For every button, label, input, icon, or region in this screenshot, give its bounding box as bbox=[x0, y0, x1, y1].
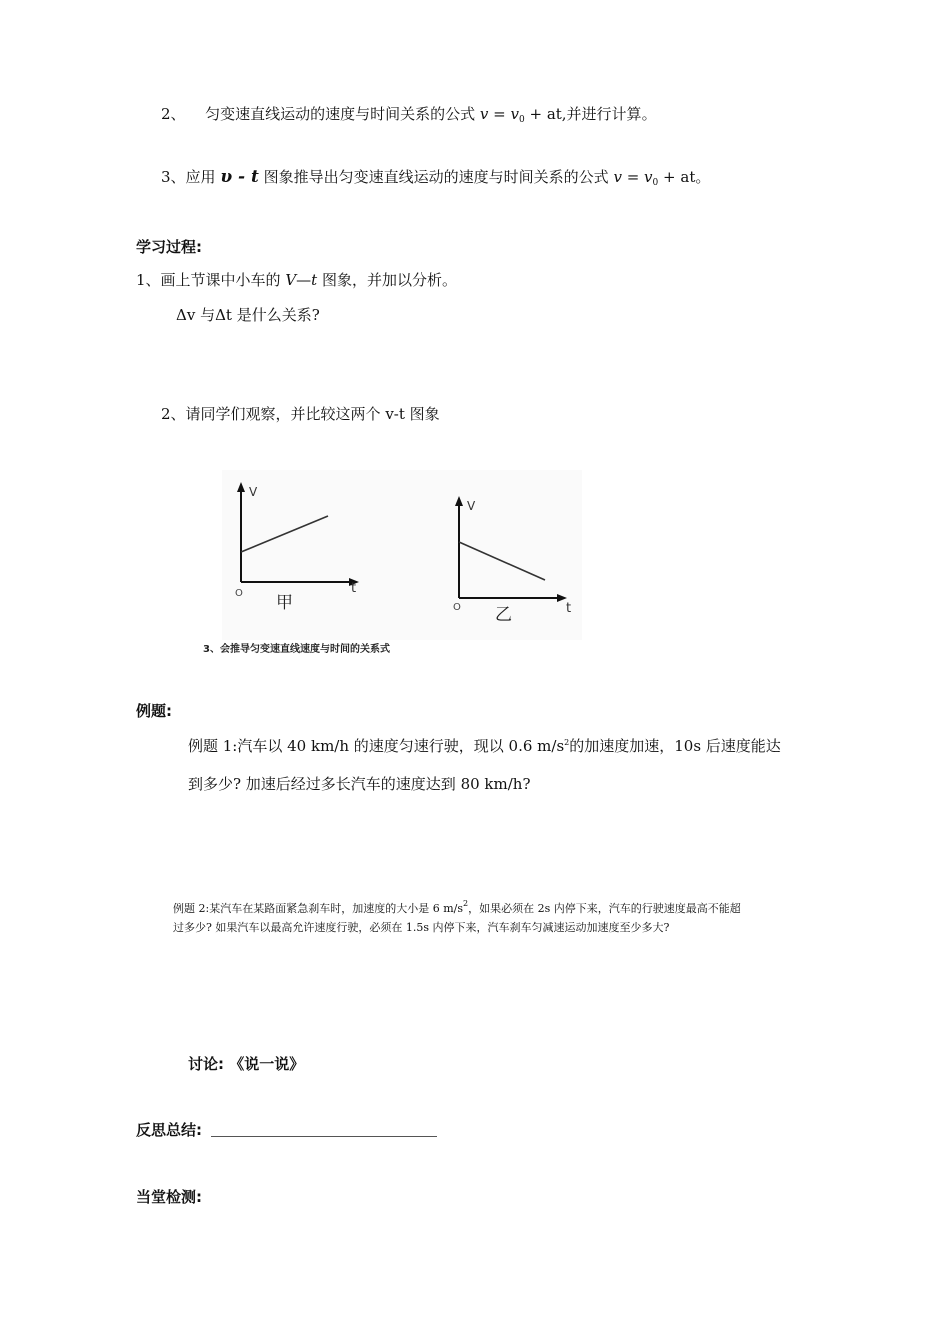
label-jia: 甲 bbox=[276, 593, 293, 613]
reflection-row bbox=[136, 1119, 437, 1140]
example-1-text-b: 的加速度加速，10s 后速度能达 bbox=[569, 737, 781, 755]
line-decreasing bbox=[459, 542, 545, 580]
example-2-line-2: 过多少? 如果汽车以最高允许速度行驶，必须在 1.5s 内停下来，汽车刹车匀减速运动加速度至少多大? bbox=[173, 921, 670, 934]
formula-eq: = bbox=[488, 105, 511, 123]
axis-t-label: t bbox=[566, 601, 572, 616]
axis-v-label: V bbox=[249, 485, 258, 499]
process-item-1-rest: 图象，并加以分析。 bbox=[317, 271, 457, 289]
formula-v0-sub: 0 bbox=[652, 178, 659, 188]
graph-yi bbox=[453, 496, 571, 625]
objective-2 bbox=[161, 103, 657, 125]
line-increasing bbox=[241, 516, 328, 552]
origin-label: O bbox=[453, 602, 461, 613]
formula-rest: + at。 bbox=[658, 168, 711, 186]
process-item-1-t: t bbox=[311, 271, 318, 289]
example-2-line-1 bbox=[173, 899, 741, 916]
process-item-1-V: V bbox=[285, 271, 297, 289]
example-1-line-1 bbox=[188, 735, 781, 756]
graph-jia bbox=[235, 482, 359, 613]
vt-graphs-svg bbox=[222, 470, 582, 640]
formula-v0: v bbox=[510, 105, 519, 123]
formula-rest: + at,并进行计算。 bbox=[524, 105, 657, 123]
formula-eq: = bbox=[621, 168, 645, 186]
axis-t-label: t bbox=[351, 581, 357, 596]
process-item-1-dash: — bbox=[296, 271, 312, 289]
objective-3 bbox=[161, 166, 710, 188]
figure-caption: 3、会推导匀变速直线速度与时间的关系式 bbox=[203, 644, 390, 655]
process-heading: 学习过程: bbox=[136, 238, 202, 256]
formula-v0: v bbox=[644, 168, 653, 186]
objective-3-text: 图象推导出匀变速直线运动的速度与时间关系的公式 bbox=[263, 168, 609, 186]
objective-2-num: 2、 bbox=[161, 105, 186, 123]
process-item-1-text: 1、画上节课中小车的 bbox=[136, 271, 286, 289]
vt-graphs-figure bbox=[222, 470, 582, 640]
example-1-text-a: 例题 1:汽车以 40 km/h 的速度匀速行驶，现以 0.6 m/s bbox=[188, 737, 565, 755]
vt-symbol: υ - t bbox=[220, 167, 259, 187]
delta-question: Δv 与Δt 是什么关系? bbox=[176, 306, 320, 324]
origin-label: O bbox=[235, 588, 243, 599]
example-1-line-2: 到多少? 加速后经过多长汽车的速度达到 80 km/h? bbox=[188, 775, 531, 793]
axis-v-label: V bbox=[467, 499, 476, 513]
objective-3-prefix: 3、应用 bbox=[161, 168, 216, 186]
label-yi: 乙 bbox=[495, 605, 512, 625]
formula-v: v bbox=[613, 168, 622, 186]
reflection-blank bbox=[211, 1122, 437, 1137]
example-2-text-a: 例题 2:某汽车在某路面紧急刹车时，加速度的大小是 6 m/s bbox=[173, 902, 463, 915]
process-item-1 bbox=[136, 269, 457, 290]
example-2-text-b: ，如果必须在 2s 内停下来，汽车的行驶速度最高不能超 bbox=[468, 902, 741, 915]
formula-v0-sub: 0 bbox=[518, 115, 525, 125]
reflection-heading: 反思总结: bbox=[136, 1121, 202, 1139]
example-1-sup: 2 bbox=[564, 738, 570, 747]
objective-2-text: 匀变速直线运动的速度与时间关系的公式 bbox=[205, 105, 476, 123]
process-item-2: 2、请同学们观察，并比较这两个 v-t 图象 bbox=[161, 405, 440, 423]
example-2-sup: 2 bbox=[462, 899, 469, 908]
test-heading: 当堂检测: bbox=[136, 1188, 202, 1206]
examples-heading: 例题: bbox=[136, 702, 172, 720]
formula-v: v bbox=[479, 105, 489, 123]
discussion-heading: 讨论: 《说一说》 bbox=[188, 1055, 305, 1073]
